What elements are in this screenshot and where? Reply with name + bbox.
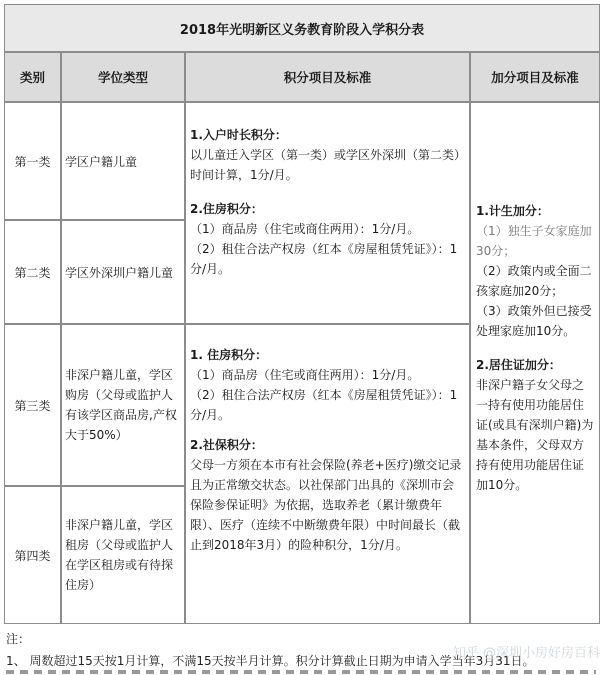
scoring-heading: 1.入户时长积分： [190, 128, 287, 142]
scoring-text: （2）租住合法产权房（红本《房屋租赁凭证》）：1分/月。 [190, 388, 458, 422]
table-title: 2018年光明新区义务教育阶段入学积分表 [4, 4, 600, 52]
header-scoring: 积分项目及标准 [185, 52, 470, 102]
scoring-standards-local [185, 102, 470, 324]
degree-type: 学区户籍儿童 [61, 102, 185, 220]
category-label: 第二类 [4, 220, 61, 324]
scoring-text: 父母一方须在本市有社会保险(养老+医疗)缴交记录且为正常缴交状态。以社保部门出具的《深圳市会保险参保证明》为依据，选取养老（累计缴费年限）、医疗（连续不中断缴费年限）中时间最长（截止到2018年3月）的险种积分，1分/月。 [190, 458, 462, 552]
bonus-item: （2）政策内或全面二孩家庭加20分； [476, 264, 592, 298]
bonus-heading: 2.居住证加分： [476, 358, 561, 372]
scoring-heading: 2.社保积分： [190, 438, 263, 452]
scoring-text: 以儿童迁入学区（第一类）或学区外深圳（第二类）时间计算，1分/月。 [190, 148, 461, 182]
degree-type: 学区外深圳户籍儿童 [61, 220, 185, 324]
bonus-item: （3）政策外但已接受处理家庭加10分。 [476, 304, 592, 338]
scoring-text: （1）商品房（住宅或商住两用）：1分/月。 [190, 368, 420, 382]
bonus-text: 非深户籍子女父母之一持有使用功能居住证(或具有深圳户籍)为基本条件，父母双方持有使用功能居住证加10分。 [476, 378, 594, 492]
scoring-heading: 1. 住房积分： [190, 348, 268, 362]
scoring-text: （1）商品房（住宅或商住两用）：1分/月。 [190, 222, 420, 236]
degree-type: 非深户籍儿童，学区购房（父母或监护人有该学区商品房,产权大于50%） [61, 324, 185, 486]
bonus-item: （1）独生子女家庭加30分； [476, 224, 592, 258]
score-table [4, 4, 600, 624]
header-type: 学位类型 [61, 52, 185, 102]
category-label: 第三类 [4, 324, 61, 486]
category-label: 第四类 [4, 486, 61, 624]
cropped-text-line [6, 670, 596, 674]
bonus-standards [470, 102, 600, 624]
scoring-text: （2）租住合法产权房（红本《房屋租赁凭证》）：1分/月。 [190, 242, 458, 276]
header-bonus: 加分项目及标准 [470, 52, 600, 102]
note-item: 1、 周数超过15天按1月计算，不满15天按半月计算。积分计算截止日期为申请入学当年3月31日。 [6, 654, 535, 668]
header-category: 类别 [4, 52, 61, 102]
bonus-heading: 1.计生加分： [476, 204, 549, 218]
watermark: 知乎 @深圳小房好房百科 [452, 646, 600, 661]
degree-type: 非深户籍儿童，学区租房（父母或监护人在学区租房或有待探住房） [61, 486, 185, 624]
scoring-standards-nonlocal [185, 324, 470, 624]
category-label: 第一类 [4, 102, 61, 220]
scoring-heading: 2.住房积分： [190, 202, 263, 216]
notes-label: 注： [6, 632, 31, 646]
